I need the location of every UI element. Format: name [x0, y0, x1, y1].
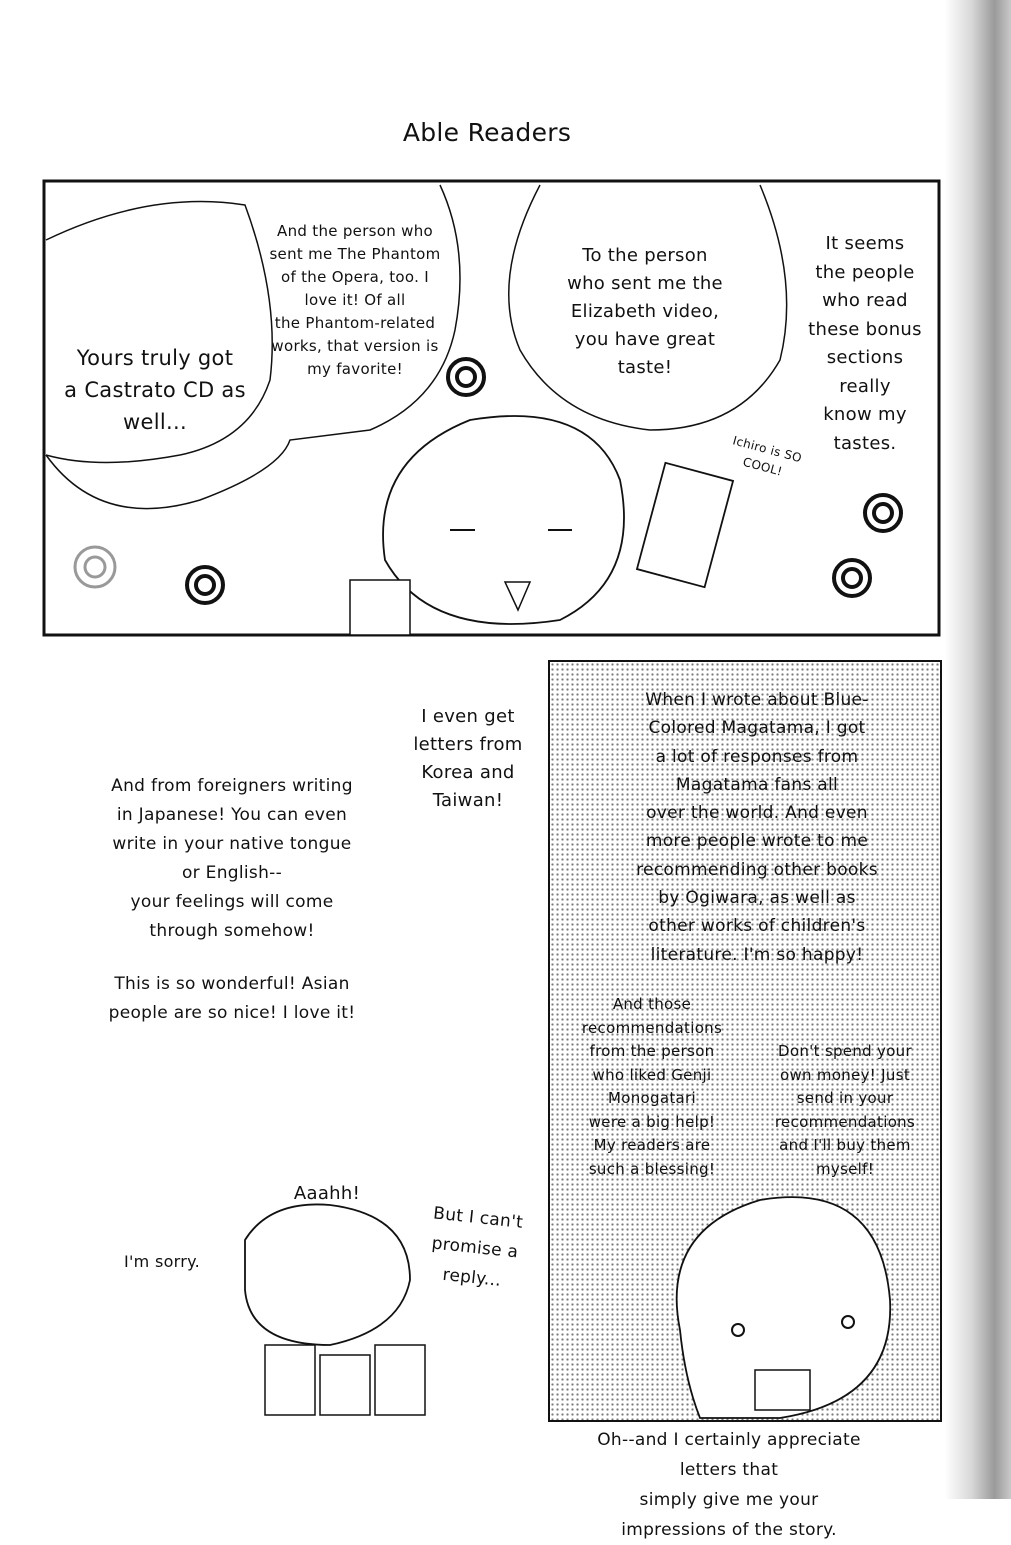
- foreigners-note: And from foreigners writing in Japanese! You can even write in your native tongue or English-- your feelings will come through somehow!: [111, 776, 353, 941]
- book: [755, 1370, 810, 1410]
- side-note-text: It seems the people who read these bonus sections really know my tastes.: [808, 233, 922, 454]
- stipple-left-note: And those recommendations from the person who liked Genji Monogatari were a big help! My readers are such a blessing!: [581, 995, 723, 1178]
- korea-note: I even get letters from Korea and Taiwan!: [413, 706, 523, 811]
- sorry-text: I'm sorry.: [123, 1252, 201, 1271]
- bubble-elizabeth-text: To the person who sent me the Elizabeth video, you have great taste!: [567, 245, 723, 378]
- aaahh-text: Aaahh!: [293, 1183, 361, 1204]
- ichiro-sign-text: Ichiro is SO COOL!: [731, 433, 804, 479]
- stipple-right-note: Don't spend your own money! Just send in your recommendations and I'll buy them myself!: [774, 1042, 916, 1178]
- stipple-main-text: When I wrote about Blue- Colored Magatama, I got a lot of responses from Magatama fans all over the world. And even more people wrote to me recommending other books by Ogiwara, as well as other works of children's literature. I'm so happy!: [636, 690, 878, 965]
- bubble-phantom-text: And the person who sent me The Phantom of the Opera, too. I love it! Of all the Phantom-related works, that version is my favorite!: [269, 222, 441, 378]
- bubble-castrato-text: Yours truly got a Castrato CD as well...: [64, 346, 246, 434]
- reply-note: But I can't promise a reply...: [430, 1203, 524, 1291]
- page-title: Able Readers: [402, 118, 572, 147]
- wonderful-note: This is so wonderful! Asian people are so nice! I love it!: [108, 974, 356, 1023]
- footer-note: Oh--and I certainly appreciate letters that simply give me your impressions of the story.: [597, 1430, 861, 1540]
